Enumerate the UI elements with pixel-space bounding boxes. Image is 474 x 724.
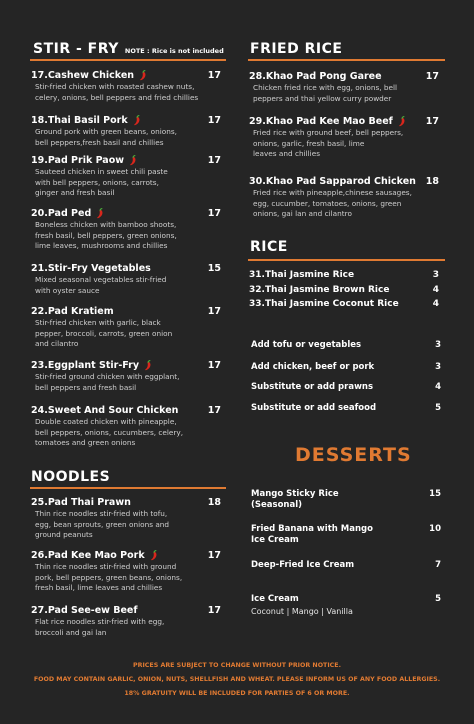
description-line: fresh basil, bell peppers, green onions, [35,230,177,240]
description-line: leaves and chillies [253,149,321,158]
addon-item [251,382,441,392]
menu-item [31,550,221,594]
menu-item-title: 24.Sweet And Sour Chicken [31,405,179,416]
rice-item-price: 3 [432,270,439,280]
description-line: Stir-fried chicken with garlic, black [35,318,161,327]
rice-item-price: 4 [432,285,439,295]
rice-item-name: 32.Thai Jasmine Brown Rice [249,285,390,295]
description-line: with oyster sauce [35,285,100,295]
menu-item-price: 17 [207,208,221,219]
fried-rice-rule [248,59,445,61]
chili-pepper-icon [95,208,105,219]
dessert-name-line: Deep-Fried Ice Cream [251,560,355,570]
description-line: with bell peppers, onions, carrots, [35,177,159,187]
addon-price: 4 [435,382,441,392]
menu-item [31,115,221,148]
menu-item [31,360,221,393]
menu-item-name [31,263,151,274]
addon-price: 3 [435,362,441,372]
menu-item [31,70,221,103]
menu-item-price: 17 [207,155,221,166]
menu-item-title: 28.Khao Pad Pong Garee [249,71,382,82]
dessert-name-line: Ice Cream [251,535,299,545]
chili-pepper-icon [138,70,148,81]
addon-price: 5 [435,403,441,413]
dessert-name [251,489,339,511]
description-line: egg, cucumber, tomatoes, onions, green [253,198,402,208]
menu-item-title: 22.Pad Kratiem [31,306,114,317]
menu-item-name [31,155,138,166]
description-line: Stir-fried ground chicken with eggplant, [35,372,180,381]
description-line: bell peppers, onions, cucumbers, celery, [35,427,184,437]
fried-rice-title: FRIED RICE [250,41,343,57]
menu-item-price: 17 [207,405,221,416]
noodles-rule [30,487,226,489]
description-line: and cilantro [35,339,79,348]
chili-pepper-icon [128,155,138,166]
description-line: tomatoes and green onions [35,438,136,447]
description-line: Ground pork with green beans, onions, [35,127,177,136]
menu-item-price: 17 [207,605,221,616]
description-line: celery, onions, bell peppers and fried chillies [35,92,199,102]
description-line: bell peppers,fresh basil and chillies [35,137,164,147]
menu-item-description [35,509,223,541]
menu-item-description [35,372,223,393]
rice-title: RICE [250,239,288,255]
menu-item [31,263,221,296]
menu-item-name [31,360,153,371]
chili-pepper-icon [397,116,407,127]
addon-name: Substitute or add prawns [251,382,374,392]
dessert-item [251,594,441,616]
description-line: onions, garlic, fresh basil, lime [253,138,365,148]
description-line: fresh basil, lime leaves and chillies [35,583,163,592]
description-line: Boneless chicken with bamboo shoots, [35,220,177,229]
dessert-name-line: (Seasonal) [251,500,302,510]
menu-item-title: 18.Thai Basil Pork [31,115,128,126]
menu-item-description [35,275,223,296]
dessert-item [251,560,441,571]
menu-item-description [35,617,223,638]
menu-item-description [253,128,441,160]
addon-name: Add chicken, beef or pork [251,362,375,372]
description-line: Sauteed chicken in sweet chili paste [35,167,168,176]
stir-fry-heading [33,38,224,57]
dessert-name-line: Ice Cream [251,594,299,604]
stir-fry-rule [30,59,226,61]
dessert-name [251,524,373,546]
addon-name: Add tofu or vegetables [251,340,362,350]
menu-item-name [31,550,159,561]
description-line: Fried rice with pineapple,chinese sausages, [253,188,412,197]
description-line: Mixed seasonal vegetables stir-fried [35,275,167,284]
menu-item-name [249,176,416,187]
description-line: Stir-fried chicken with roasted cashew nuts, [35,82,195,91]
menu-item-price: 17 [207,115,221,126]
dessert-flavors: Coconut | Mango | Vanilla [251,607,353,616]
menu-item-title: 23.Eggplant Stir-Fry [31,360,140,371]
rice-heading [250,236,288,255]
description-line: ginger and fresh basil [35,188,115,197]
description-line: egg, bean sprouts, green onions and [35,519,170,529]
description-line: lime leaves, mushrooms and chillies [35,241,168,250]
menu-item-description [35,417,223,449]
description-line: Thin rice noodles stir-fried with tofu, [35,509,168,518]
rice-item-name: 33.Thai Jasmine Coconut Rice [249,299,399,309]
chili-pepper-icon [143,360,153,371]
description-line: Flat rice noodles stir-fried with egg, [35,617,165,626]
menu-item-name [31,306,114,317]
description-line: broccoli and gai lan [35,627,107,637]
dessert-name-line: Mango Sticky Rice [251,489,339,499]
menu-item-description [253,188,441,220]
dessert-price: 10 [429,524,441,534]
addon-name: Substitute or add seafood [251,403,377,413]
menu-item-description [35,127,223,148]
menu-item-price: 17 [207,550,221,561]
menu-item [249,71,439,104]
menu-item [249,176,439,220]
footer-notice: FOOD MAY CONTAIN GARLIC, ONION, NUTS, SHELLFISH AND WHEAT. PLEASE INFORM US OF ANY FOOD ALLERGIES. [33,676,441,683]
menu-item-name [31,70,148,81]
footer-notice: 18% GRATUITY WILL BE INCLUDED FOR PARTIES OF 6 OR MORE. [124,690,350,697]
stir-fry-title: STIR - FRY [33,41,119,57]
menu-item [249,116,439,160]
rice-item [249,299,439,309]
menu-item-description [253,83,441,104]
dessert-price: 7 [435,560,441,570]
menu-item-price: 17 [207,360,221,371]
menu-item-title: 20.Pad Ped [31,208,92,219]
menu-item-title: 27.Pad See-ew Beef [31,605,138,616]
menu-item-name [249,71,382,82]
noodles-title: NOODLES [31,469,111,485]
description-line: bell peppers and fresh basil [35,382,137,392]
menu-item-title: 17.Cashew Chicken [31,70,135,81]
menu-item-price: 15 [207,263,221,274]
menu-item-description [35,562,223,594]
menu-item-title: 29.Khao Pad Kee Mao Beef [249,116,393,127]
menu-item-name [31,605,138,616]
menu-item-title: 21.Stir-Fry Vegetables [31,263,151,274]
description-line: ground peanuts [35,530,93,539]
description-line: Fried rice with ground beef, bell peppers, [253,128,404,137]
chili-pepper-icon [149,550,159,561]
addon-price: 3 [435,340,441,350]
menu-item-name [31,405,178,416]
menu-item-description [35,318,223,350]
rice-item [249,285,439,295]
rice-item [249,270,439,280]
menu-item-name [31,115,142,126]
dessert-item [251,524,441,546]
dessert-price: 15 [429,489,441,499]
menu-item-name [249,116,407,127]
menu-item-description [35,167,223,199]
menu-item-title: 26.Pad Kee Mao Pork [31,550,145,561]
description-line: onions, gai lan and cilantro [253,209,352,218]
menu-item [31,405,221,449]
menu-item-price: 17 [425,71,439,82]
description-line: peppers and thai yellow curry powder [253,93,392,103]
fried-rice-heading [250,38,342,57]
menu-item-price: 18 [207,497,221,508]
menu-item-price: 18 [425,176,439,187]
dessert-name [251,560,354,571]
menu-item-price: 17 [425,116,439,127]
description-line: Thin rice noodles stir-fried with ground [35,562,177,571]
chili-pepper-icon [132,115,142,126]
addon-item [251,340,441,350]
menu-item-price: 17 [207,306,221,317]
menu-item [31,306,221,350]
description-line: pepper, broccoli, carrots, green onion [35,328,173,338]
description-line: Double coated chicken with pineapple, [35,417,177,426]
rice-item-name: 31.Thai Jasmine Rice [249,270,355,280]
menu-item [31,155,221,199]
menu-item-price: 17 [207,70,221,81]
description-line: pork, bell peppers, green beans, onions, [35,572,183,582]
dessert-price: 5 [435,594,441,604]
noodles-heading [31,466,110,485]
stir-fry-note: NOTE : Rice is not included [124,47,224,55]
dessert-item [251,489,441,511]
menu-item-title: 25.Pad Thai Prawn [31,497,131,508]
menu-item-name [31,208,105,219]
rice-rule [248,259,445,261]
menu-item-name [31,497,131,508]
menu-item [31,208,221,252]
rice-item-price: 4 [432,299,439,309]
menu-item [31,497,221,541]
dessert-name-line: Fried Banana with Mango [251,524,373,534]
addon-item [251,403,441,413]
menu-item-description [35,220,223,252]
addon-item [251,362,441,372]
menu-item-title: 30.Khao Pad Sapparod Chicken [249,176,416,187]
menu-item [31,605,221,638]
dessert-name [251,594,299,605]
menu-item-title: 19.Pad Prik Paow [31,155,125,166]
description-line: Chicken fried rice with egg, onions, bell [253,83,398,92]
menu-item-description [35,82,223,103]
desserts-title: DESSERTS [295,444,412,466]
footer-notice: PRICES ARE SUBJECT TO CHANGE WITHOUT PRIOR NOTICE. [133,662,341,669]
